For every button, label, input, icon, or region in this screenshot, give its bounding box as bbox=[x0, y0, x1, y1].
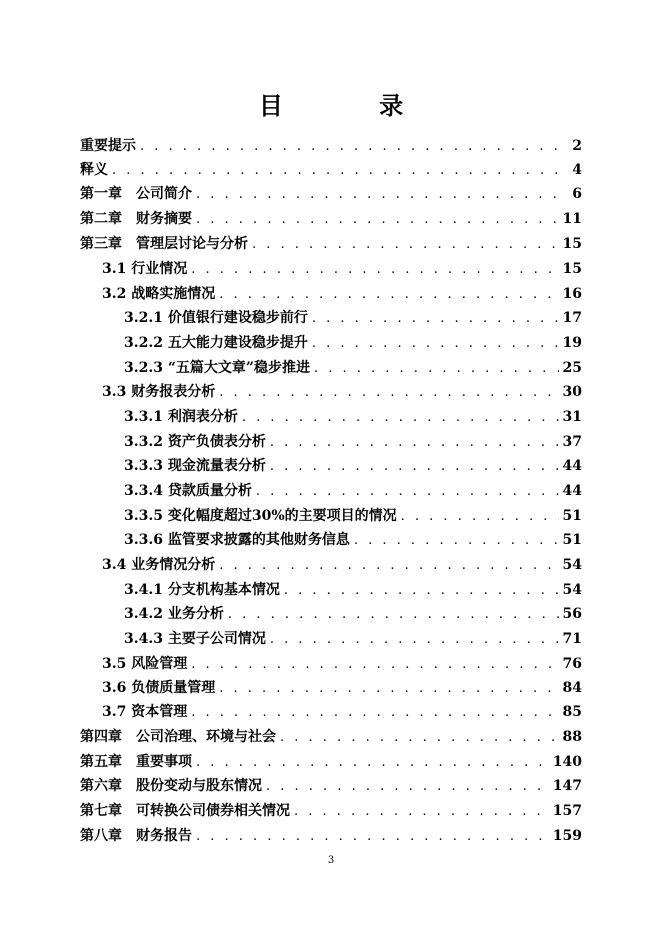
toc-page-number: 44 bbox=[562, 458, 582, 474]
toc-entry[interactable] bbox=[124, 432, 582, 452]
toc-entry[interactable] bbox=[124, 407, 582, 427]
toc-entry[interactable] bbox=[80, 136, 582, 156]
toc-dot-leader bbox=[196, 185, 568, 205]
toc-page-number: 56 bbox=[562, 606, 582, 622]
toc-page-number: 85 bbox=[562, 704, 582, 720]
toc-entry-label: 第二章 财务摘要 bbox=[80, 211, 192, 227]
toc-entry-label: 第六章 股份变动与股东情况 bbox=[80, 778, 262, 794]
toc-page-number: 11 bbox=[562, 211, 582, 227]
toc-entry-label: 3.3.4 贷款质量分析 bbox=[124, 483, 252, 499]
toc-entry[interactable] bbox=[80, 776, 582, 796]
toc-dot-leader bbox=[228, 605, 559, 625]
toc-dot-leader bbox=[219, 383, 558, 403]
toc-entry-label: 3.3.1 利润表分析 bbox=[124, 409, 238, 425]
toc-dot-leader bbox=[191, 655, 558, 675]
toc-entry-label: 3.4.1 分支机构基本情况 bbox=[124, 582, 280, 598]
toc-dot-leader bbox=[196, 210, 559, 230]
toc-entry[interactable] bbox=[80, 826, 582, 846]
page-number: 3 bbox=[327, 855, 335, 866]
toc-page-number: 17 bbox=[562, 310, 582, 326]
toc-entry-label: 3.6 负债质量管理 bbox=[102, 680, 216, 696]
toc-entry[interactable] bbox=[124, 333, 582, 353]
toc-entry-label: 第四章 公司治理、环境与社会 bbox=[80, 729, 276, 745]
toc-dot-leader bbox=[270, 433, 559, 453]
toc-dot-leader bbox=[280, 728, 559, 748]
toc-entry-label: 3.3 财务报表分析 bbox=[102, 384, 216, 400]
toc-entry-label: 3.2 战略实施情况 bbox=[102, 286, 216, 302]
toc-entry[interactable] bbox=[124, 506, 582, 526]
document-title: 目 录 bbox=[258, 91, 448, 120]
toc-entry[interactable] bbox=[124, 604, 582, 624]
toc-page-number: 25 bbox=[562, 360, 582, 376]
toc-dot-leader bbox=[314, 359, 559, 379]
toc-entry[interactable] bbox=[80, 160, 582, 180]
toc-entry[interactable] bbox=[80, 184, 582, 204]
toc-dot-leader bbox=[191, 703, 558, 723]
toc-entry[interactable] bbox=[124, 481, 582, 501]
toc-entry-label: 第三章 管理层讨论与分析 bbox=[80, 236, 248, 252]
toc-dot-leader bbox=[284, 581, 559, 601]
toc-dot-leader bbox=[401, 507, 559, 527]
toc-entry[interactable] bbox=[102, 259, 582, 279]
toc-dot-leader bbox=[112, 161, 568, 181]
toc-entry[interactable] bbox=[102, 382, 582, 402]
toc-entry-label: 3.4 业务情况分析 bbox=[102, 557, 216, 573]
toc-entry-label: 3.3.6 监管要求披露的其他财务信息 bbox=[124, 532, 350, 548]
toc-dot-leader bbox=[219, 285, 558, 305]
toc-page-number: 16 bbox=[562, 286, 582, 302]
toc-entry-label: 3.7 资本管理 bbox=[102, 704, 188, 720]
toc-page-number: 4 bbox=[572, 162, 582, 178]
toc-entry-label: 重要提示 bbox=[80, 138, 136, 154]
toc-entry-label: 3.3.5 变化幅度超过30%的主要项目的情况 bbox=[124, 508, 397, 524]
toc-page-number: 51 bbox=[562, 532, 582, 548]
toc-page-number: 147 bbox=[552, 778, 582, 794]
toc-page-number: 19 bbox=[562, 335, 582, 351]
toc-entry[interactable] bbox=[124, 530, 582, 550]
toc-entry-label: 3.3.2 资产负债表分析 bbox=[124, 434, 266, 450]
toc-page-number: 54 bbox=[562, 557, 582, 573]
toc-entry[interactable] bbox=[102, 284, 582, 304]
toc-page-number: 76 bbox=[562, 656, 582, 672]
toc-entry-label: 3.3.3 现金流量表分析 bbox=[124, 458, 266, 474]
toc-entry-label: 第一章 公司简介 bbox=[80, 186, 192, 202]
toc-entry-label: 释义 bbox=[80, 162, 108, 178]
toc-dot-leader bbox=[294, 802, 549, 822]
toc-dot-leader bbox=[354, 531, 559, 551]
toc-dot-leader bbox=[219, 679, 558, 699]
toc-entry[interactable] bbox=[124, 308, 582, 328]
toc-entry-label: 第七章 可转换公司债券相关情况 bbox=[80, 803, 290, 819]
toc-entry[interactable] bbox=[102, 702, 582, 722]
toc-entry[interactable] bbox=[80, 209, 582, 229]
toc-page-number: 54 bbox=[562, 582, 582, 598]
toc-entry[interactable] bbox=[124, 358, 582, 378]
toc-entry[interactable] bbox=[80, 727, 582, 747]
toc-entry-label: 3.5 风险管理 bbox=[102, 656, 188, 672]
toc-page-number: 157 bbox=[552, 803, 582, 819]
toc-page-number: 30 bbox=[562, 384, 582, 400]
toc-entry-label: 3.4.3 主要子公司情况 bbox=[124, 631, 266, 647]
toc-entry[interactable] bbox=[80, 752, 582, 772]
toc-page-number: 15 bbox=[562, 236, 582, 252]
toc-entry-label: 第八章 财务报告 bbox=[80, 828, 192, 844]
toc-page-number: 2 bbox=[572, 138, 582, 154]
toc-page-number: 37 bbox=[562, 434, 582, 450]
toc-dot-leader bbox=[312, 334, 559, 354]
toc-page-number: 44 bbox=[562, 483, 582, 499]
toc-dot-leader bbox=[270, 457, 559, 477]
toc-dot-leader bbox=[256, 482, 559, 502]
toc-dot-leader bbox=[266, 777, 549, 797]
toc-page-number: 51 bbox=[562, 508, 582, 524]
toc-page-number: 88 bbox=[562, 729, 582, 745]
toc-dot-leader bbox=[219, 556, 558, 576]
toc-entry-label: 第五章 重要事项 bbox=[80, 754, 192, 770]
toc-dot-leader bbox=[196, 753, 549, 773]
toc-entry[interactable] bbox=[102, 678, 582, 698]
toc-entry-label: 3.1 行业情况 bbox=[102, 261, 188, 277]
toc-dot-leader bbox=[140, 137, 568, 157]
toc-page-number: 159 bbox=[552, 828, 582, 844]
toc-dot-leader bbox=[242, 408, 559, 428]
toc-dot-leader bbox=[270, 630, 559, 650]
toc-dot-leader bbox=[252, 235, 559, 255]
toc-entry-label: 3.2.2 五大能力建设稳步提升 bbox=[124, 335, 308, 351]
toc-entry[interactable] bbox=[80, 234, 582, 254]
toc-page-number: 84 bbox=[562, 680, 582, 696]
toc-entry[interactable] bbox=[124, 629, 582, 649]
toc-entry[interactable] bbox=[102, 555, 582, 575]
toc-page-number: 71 bbox=[562, 631, 582, 647]
toc-dot-leader bbox=[196, 827, 549, 847]
toc-entry-label: 3.4.2 业务分析 bbox=[124, 606, 224, 622]
toc-entry[interactable] bbox=[124, 580, 582, 600]
toc-entry-label: 3.2.3 “五篇大文章”稳步推进 bbox=[124, 360, 310, 376]
toc-dot-leader bbox=[312, 309, 559, 329]
toc-entry[interactable] bbox=[124, 456, 582, 476]
toc-page-number: 15 bbox=[562, 261, 582, 277]
toc-page-number: 140 bbox=[552, 754, 582, 770]
toc-page-number: 6 bbox=[572, 186, 582, 202]
toc-page-number: 31 bbox=[562, 409, 582, 425]
toc-entry[interactable] bbox=[80, 801, 582, 821]
toc-entry-label: 3.2.1 价值银行建设稳步前行 bbox=[124, 310, 308, 326]
toc-dot-leader bbox=[191, 260, 558, 280]
toc-entry[interactable] bbox=[102, 654, 582, 674]
